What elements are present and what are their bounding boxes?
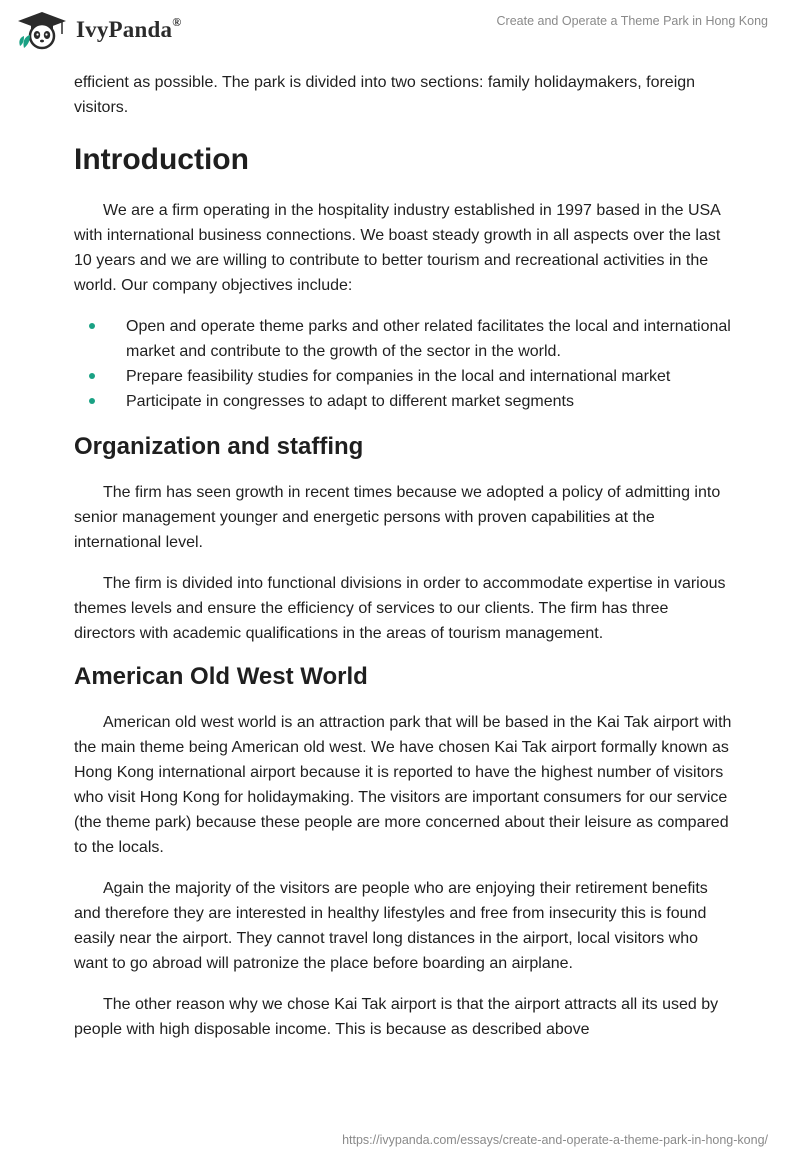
heading-american-old-west: American Old West World xyxy=(74,663,368,690)
source-url-link[interactable]: https://ivypanda.com/essays/create-and-operate-a-theme-park-in-hong-kong/ xyxy=(342,1133,768,1147)
section-organization xyxy=(74,432,734,646)
page-header xyxy=(0,0,800,64)
section-american-old-west xyxy=(74,662,734,1042)
objectives-list xyxy=(74,314,734,414)
paragraph: We are a firm operating in the hospitality industry established in 1997 based in the USA with international business connections. We boast steady growth in all aspects over the last 10 years and we are willing to contribute to better tourism and recreational activities in the world. Our company objectives include: xyxy=(74,202,721,294)
paragraph: The firm is divided into functional divisions in order to accommodate expertise in various themes levels and ensure the efficiency of services to our clients. The firm has three directors with academic qualifications in the areas of tourism management. xyxy=(74,575,726,642)
brand-logo[interactable] xyxy=(14,10,181,50)
heading-introduction: Introduction xyxy=(74,143,249,176)
list-item: Open and operate theme parks and other related facilitates the local and international market and contribute to the growth of the sector in the world. xyxy=(74,314,734,364)
lead-paragraph: efficient as possible. The park is divided into two sections: family holidaymakers, foreign visitors. xyxy=(74,74,696,116)
paragraph: The other reason why we chose Kai Tak airport is that the airport attracts all its used by people with high disposable income. This is because as described above xyxy=(74,996,719,1038)
brand-name: IvyPanda® xyxy=(76,15,182,42)
paragraph: The firm has seen growth in recent times because we adopted a policy of admitting into senior management younger and energetic persons with proven capabilities at the international level. xyxy=(74,484,721,551)
essay-content xyxy=(74,70,734,1042)
list-item: Participate in congresses to adapt to different market segments xyxy=(74,389,734,414)
panda-logo-icon xyxy=(14,10,70,50)
list-item: Prepare feasibility studies for companies in the local and international market xyxy=(74,364,734,389)
running-title: Create and Operate a Theme Park in Hong Kong xyxy=(496,14,768,28)
paragraph: Again the majority of the visitors are people who are enjoying their retirement benefits and therefore they are interested in healthy lifestyles and free from insecurity this is found easily near the airport. They cannot travel long distances in the airport, local visitors who want to go abroad will patronize the place before boarding an airplane. xyxy=(74,880,708,972)
bullet-dot-icon xyxy=(89,323,95,329)
heading-organization: Organization and staffing xyxy=(74,433,364,460)
paragraph: American old west world is an attraction park that will be based in the Kai Tak airport with the main theme being American old west. We have chosen Kai Tak airport formally known as Hong Kong international airport because it is reported to have the highest number of visitors who visit Hong Kong for holidaymaking. The visitors are important consumers for our service (the theme park) because these people are more concerned about their leisure as compared to the locals. xyxy=(74,714,732,856)
bullet-dot-icon xyxy=(89,398,95,404)
bullet-dot-icon xyxy=(89,373,95,379)
section-introduction xyxy=(74,142,734,414)
